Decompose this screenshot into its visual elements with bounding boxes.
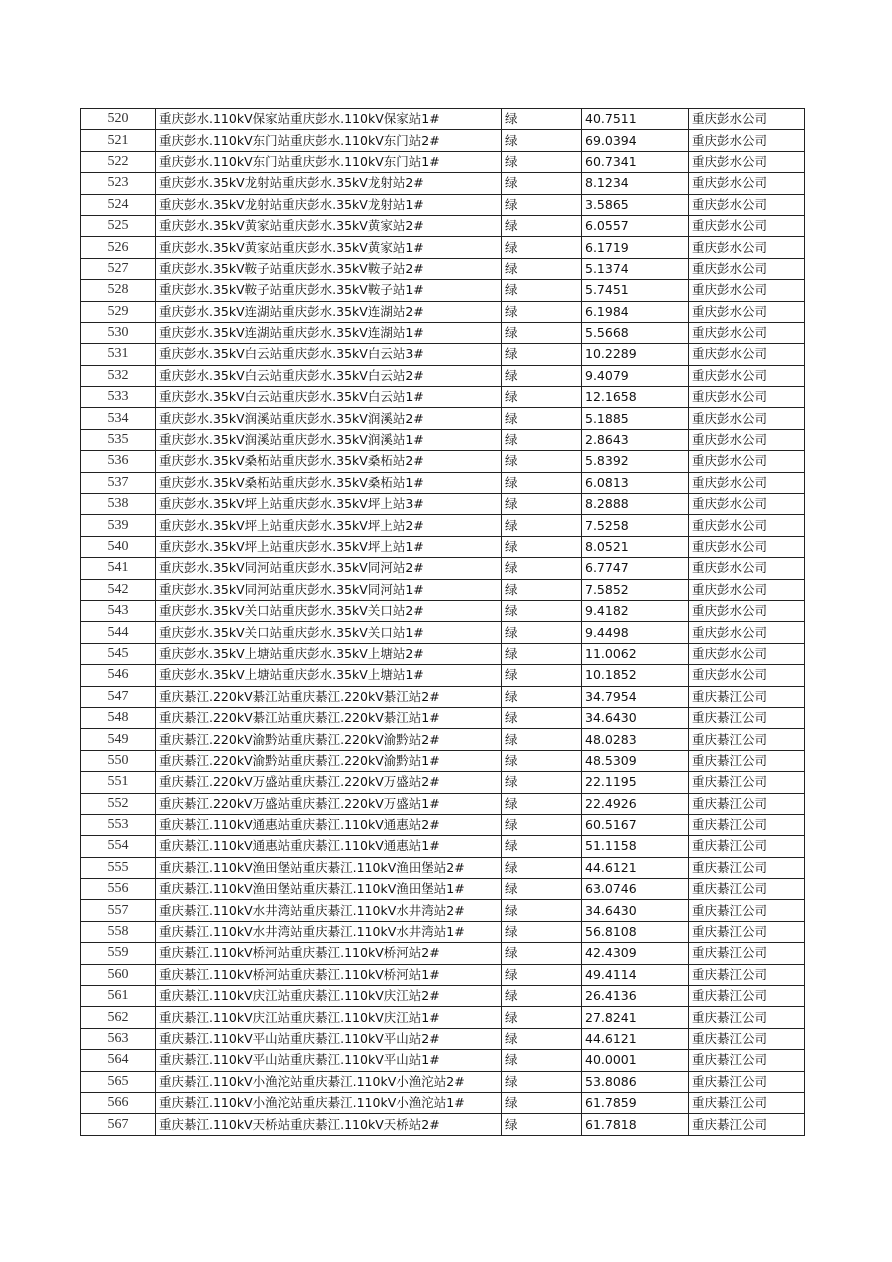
status-cell: 绿 [502, 921, 582, 942]
company-cell: 重庆綦江公司 [689, 943, 805, 964]
row-index-cell: 567 [81, 1114, 156, 1135]
value-cell: 7.5852 [582, 579, 689, 600]
station-name-cell: 重庆綦江.110kV通惠站重庆綦江.110kV通惠站1# [156, 836, 502, 857]
row-index-cell: 547 [81, 686, 156, 707]
value-cell: 48.5309 [582, 750, 689, 771]
row-index-cell: 536 [81, 451, 156, 472]
table-row [81, 836, 805, 857]
station-name-cell: 重庆彭水.35kV上塘站重庆彭水.35kV上塘站2# [156, 643, 502, 664]
station-name-cell: 重庆彭水.35kV坪上站重庆彭水.35kV坪上站2# [156, 515, 502, 536]
row-index-cell: 560 [81, 964, 156, 985]
row-index-cell: 552 [81, 793, 156, 814]
station-name-cell: 重庆綦江.110kV平山站重庆綦江.110kV平山站2# [156, 1028, 502, 1049]
table-row [81, 1050, 805, 1071]
row-index-cell: 551 [81, 772, 156, 793]
company-cell: 重庆綦江公司 [689, 836, 805, 857]
station-name-cell: 重庆彭水.35kV同河站重庆彭水.35kV同河站2# [156, 558, 502, 579]
table-row [81, 109, 805, 130]
status-cell: 绿 [502, 451, 582, 472]
status-cell: 绿 [502, 151, 582, 172]
table-row [81, 772, 805, 793]
value-cell: 27.8241 [582, 1007, 689, 1028]
station-name-cell: 重庆綦江.110kV庆江站重庆綦江.110kV庆江站2# [156, 986, 502, 1007]
value-cell: 7.5258 [582, 515, 689, 536]
status-cell: 绿 [502, 130, 582, 151]
value-cell: 5.8392 [582, 451, 689, 472]
table-row [81, 215, 805, 236]
status-cell: 绿 [502, 194, 582, 215]
station-name-cell: 重庆彭水.35kV桑柘站重庆彭水.35kV桑柘站1# [156, 472, 502, 493]
row-index-cell: 563 [81, 1028, 156, 1049]
table-row [81, 665, 805, 686]
row-index-cell: 540 [81, 536, 156, 557]
value-cell: 44.6121 [582, 1028, 689, 1049]
status-cell: 绿 [502, 707, 582, 728]
status-cell: 绿 [502, 750, 582, 771]
row-index-cell: 531 [81, 344, 156, 365]
status-cell: 绿 [502, 344, 582, 365]
station-name-cell: 重庆綦江.110kV平山站重庆綦江.110kV平山站1# [156, 1050, 502, 1071]
row-index-cell: 542 [81, 579, 156, 600]
value-cell: 9.4498 [582, 622, 689, 643]
row-index-cell: 534 [81, 408, 156, 429]
row-index-cell: 529 [81, 301, 156, 322]
row-index-cell: 528 [81, 280, 156, 301]
table-row [81, 750, 805, 771]
row-index-cell: 533 [81, 387, 156, 408]
value-cell: 5.1885 [582, 408, 689, 429]
value-cell: 10.1852 [582, 665, 689, 686]
table-row [81, 814, 805, 835]
value-cell: 6.1984 [582, 301, 689, 322]
station-name-cell: 重庆綦江.110kV水井湾站重庆綦江.110kV水井湾站2# [156, 900, 502, 921]
station-name-cell: 重庆彭水.110kV东门站重庆彭水.110kV东门站1# [156, 151, 502, 172]
status-cell: 绿 [502, 237, 582, 258]
station-name-cell: 重庆彭水.35kV连湖站重庆彭水.35kV连湖站2# [156, 301, 502, 322]
status-cell: 绿 [502, 173, 582, 194]
value-cell: 51.1158 [582, 836, 689, 857]
table-row [81, 322, 805, 343]
table-row [81, 707, 805, 728]
station-name-cell: 重庆綦江.220kV万盛站重庆綦江.220kV万盛站1# [156, 793, 502, 814]
station-name-cell: 重庆綦江.110kV庆江站重庆綦江.110kV庆江站1# [156, 1007, 502, 1028]
table-row [81, 921, 805, 942]
row-index-cell: 550 [81, 750, 156, 771]
row-index-cell: 556 [81, 879, 156, 900]
station-name-cell: 重庆彭水.35kV龙射站重庆彭水.35kV龙射站2# [156, 173, 502, 194]
table-row [81, 686, 805, 707]
company-cell: 重庆彭水公司 [689, 237, 805, 258]
row-index-cell: 558 [81, 921, 156, 942]
row-index-cell: 559 [81, 943, 156, 964]
table-row [81, 494, 805, 515]
status-cell: 绿 [502, 665, 582, 686]
row-index-cell: 541 [81, 558, 156, 579]
table-row [81, 579, 805, 600]
station-name-cell: 重庆彭水.35kV鞍子站重庆彭水.35kV鞍子站2# [156, 258, 502, 279]
value-cell: 22.1195 [582, 772, 689, 793]
row-index-cell: 565 [81, 1071, 156, 1092]
table-row [81, 536, 805, 557]
company-cell: 重庆綦江公司 [689, 793, 805, 814]
value-cell: 63.0746 [582, 879, 689, 900]
table-row [81, 1007, 805, 1028]
table-row [81, 793, 805, 814]
table-row [81, 365, 805, 386]
value-cell: 5.5668 [582, 322, 689, 343]
table-row [81, 408, 805, 429]
table-row [81, 879, 805, 900]
table-row [81, 986, 805, 1007]
value-cell: 22.4926 [582, 793, 689, 814]
company-cell: 重庆綦江公司 [689, 1007, 805, 1028]
company-cell: 重庆彭水公司 [689, 579, 805, 600]
value-cell: 5.7451 [582, 280, 689, 301]
value-cell: 69.0394 [582, 130, 689, 151]
value-cell: 60.5167 [582, 814, 689, 835]
row-index-cell: 527 [81, 258, 156, 279]
station-name-cell: 重庆綦江.110kV渔田堡站重庆綦江.110kV渔田堡站2# [156, 857, 502, 878]
status-cell: 绿 [502, 857, 582, 878]
status-cell: 绿 [502, 729, 582, 750]
table-row [81, 194, 805, 215]
company-cell: 重庆彭水公司 [689, 558, 805, 579]
station-name-cell: 重庆彭水.35kV关口站重庆彭水.35kV关口站2# [156, 600, 502, 621]
table-row [81, 451, 805, 472]
status-cell: 绿 [502, 429, 582, 450]
value-cell: 9.4182 [582, 600, 689, 621]
table-row [81, 130, 805, 151]
status-cell: 绿 [502, 322, 582, 343]
value-cell: 6.7747 [582, 558, 689, 579]
value-cell: 12.1658 [582, 387, 689, 408]
value-cell: 11.0062 [582, 643, 689, 664]
row-index-cell: 520 [81, 109, 156, 130]
table-row [81, 429, 805, 450]
status-cell: 绿 [502, 643, 582, 664]
station-name-cell: 重庆綦江.220kV綦江站重庆綦江.220kV綦江站2# [156, 686, 502, 707]
value-cell: 60.7341 [582, 151, 689, 172]
status-cell: 绿 [502, 836, 582, 857]
company-cell: 重庆彭水公司 [689, 515, 805, 536]
company-cell: 重庆彭水公司 [689, 451, 805, 472]
table-row [81, 1114, 805, 1135]
company-cell: 重庆彭水公司 [689, 643, 805, 664]
station-name-cell: 重庆彭水.35kV白云站重庆彭水.35kV白云站1# [156, 387, 502, 408]
row-index-cell: 557 [81, 900, 156, 921]
row-index-cell: 553 [81, 814, 156, 835]
company-cell: 重庆綦江公司 [689, 772, 805, 793]
station-name-cell: 重庆綦江.220kV綦江站重庆綦江.220kV綦江站1# [156, 707, 502, 728]
station-name-cell: 重庆彭水.110kV东门站重庆彭水.110kV东门站2# [156, 130, 502, 151]
station-name-cell: 重庆綦江.220kV万盛站重庆綦江.220kV万盛站2# [156, 772, 502, 793]
station-name-cell: 重庆彭水.35kV关口站重庆彭水.35kV关口站1# [156, 622, 502, 643]
value-cell: 6.0813 [582, 472, 689, 493]
status-cell: 绿 [502, 1028, 582, 1049]
station-name-cell: 重庆綦江.110kV小渔沱站重庆綦江.110kV小渔沱站2# [156, 1071, 502, 1092]
table-row [81, 151, 805, 172]
station-name-cell: 重庆綦江.110kV桥河站重庆綦江.110kV桥河站2# [156, 943, 502, 964]
value-cell: 9.4079 [582, 365, 689, 386]
station-name-cell: 重庆綦江.220kV渝黔站重庆綦江.220kV渝黔站1# [156, 750, 502, 771]
status-cell: 绿 [502, 494, 582, 515]
value-cell: 26.4136 [582, 986, 689, 1007]
data-table [80, 108, 805, 1136]
company-cell: 重庆彭水公司 [689, 301, 805, 322]
status-cell: 绿 [502, 686, 582, 707]
row-index-cell: 564 [81, 1050, 156, 1071]
station-name-cell: 重庆彭水.35kV润溪站重庆彭水.35kV润溪站1# [156, 429, 502, 450]
company-cell: 重庆綦江公司 [689, 1028, 805, 1049]
table-row [81, 900, 805, 921]
table-row [81, 237, 805, 258]
company-cell: 重庆彭水公司 [689, 365, 805, 386]
company-cell: 重庆綦江公司 [689, 1092, 805, 1113]
station-name-cell: 重庆綦江.110kV水井湾站重庆綦江.110kV水井湾站1# [156, 921, 502, 942]
company-cell: 重庆綦江公司 [689, 964, 805, 985]
table-row [81, 1028, 805, 1049]
row-index-cell: 535 [81, 429, 156, 450]
status-cell: 绿 [502, 1007, 582, 1028]
value-cell: 6.0557 [582, 215, 689, 236]
status-cell: 绿 [502, 109, 582, 130]
status-cell: 绿 [502, 1114, 582, 1135]
company-cell: 重庆綦江公司 [689, 729, 805, 750]
value-cell: 40.0001 [582, 1050, 689, 1071]
status-cell: 绿 [502, 793, 582, 814]
station-name-cell: 重庆彭水.35kV黄家站重庆彭水.35kV黄家站1# [156, 237, 502, 258]
status-cell: 绿 [502, 515, 582, 536]
company-cell: 重庆彭水公司 [689, 109, 805, 130]
status-cell: 绿 [502, 408, 582, 429]
company-cell: 重庆彭水公司 [689, 472, 805, 493]
company-cell: 重庆彭水公司 [689, 429, 805, 450]
station-name-cell: 重庆綦江.110kV小渔沱站重庆綦江.110kV小渔沱站1# [156, 1092, 502, 1113]
row-index-cell: 539 [81, 515, 156, 536]
station-name-cell: 重庆彭水.35kV上塘站重庆彭水.35kV上塘站1# [156, 665, 502, 686]
status-cell: 绿 [502, 1050, 582, 1071]
row-index-cell: 523 [81, 173, 156, 194]
company-cell: 重庆彭水公司 [689, 151, 805, 172]
row-index-cell: 524 [81, 194, 156, 215]
table-row [81, 943, 805, 964]
row-index-cell: 532 [81, 365, 156, 386]
status-cell: 绿 [502, 365, 582, 386]
row-index-cell: 561 [81, 986, 156, 1007]
table-row [81, 1092, 805, 1113]
table-row [81, 1071, 805, 1092]
company-cell: 重庆綦江公司 [689, 814, 805, 835]
row-index-cell: 537 [81, 472, 156, 493]
table-row [81, 344, 805, 365]
value-cell: 2.8643 [582, 429, 689, 450]
row-index-cell: 555 [81, 857, 156, 878]
value-cell: 49.4114 [582, 964, 689, 985]
table-row [81, 173, 805, 194]
station-name-cell: 重庆彭水.35kV鞍子站重庆彭水.35kV鞍子站1# [156, 280, 502, 301]
status-cell: 绿 [502, 943, 582, 964]
company-cell: 重庆綦江公司 [689, 1050, 805, 1071]
status-cell: 绿 [502, 1071, 582, 1092]
value-cell: 8.0521 [582, 536, 689, 557]
station-name-cell: 重庆綦江.110kV桥河站重庆綦江.110kV桥河站1# [156, 964, 502, 985]
status-cell: 绿 [502, 600, 582, 621]
value-cell: 34.6430 [582, 900, 689, 921]
station-name-cell: 重庆彭水.110kV保家站重庆彭水.110kV保家站1# [156, 109, 502, 130]
table-row [81, 515, 805, 536]
table-row [81, 472, 805, 493]
value-cell: 3.5865 [582, 194, 689, 215]
station-name-cell: 重庆彭水.35kV黄家站重庆彭水.35kV黄家站2# [156, 215, 502, 236]
company-cell: 重庆彭水公司 [689, 387, 805, 408]
row-index-cell: 544 [81, 622, 156, 643]
table-row [81, 387, 805, 408]
row-index-cell: 526 [81, 237, 156, 258]
company-cell: 重庆綦江公司 [689, 879, 805, 900]
status-cell: 绿 [502, 879, 582, 900]
station-name-cell: 重庆綦江.220kV渝黔站重庆綦江.220kV渝黔站2# [156, 729, 502, 750]
table-row [81, 622, 805, 643]
status-cell: 绿 [502, 472, 582, 493]
company-cell: 重庆綦江公司 [689, 686, 805, 707]
row-index-cell: 538 [81, 494, 156, 515]
row-index-cell: 549 [81, 729, 156, 750]
company-cell: 重庆彭水公司 [689, 600, 805, 621]
value-cell: 8.2888 [582, 494, 689, 515]
company-cell: 重庆彭水公司 [689, 215, 805, 236]
status-cell: 绿 [502, 536, 582, 557]
company-cell: 重庆綦江公司 [689, 1114, 805, 1135]
company-cell: 重庆彭水公司 [689, 322, 805, 343]
value-cell: 61.7818 [582, 1114, 689, 1135]
row-index-cell: 562 [81, 1007, 156, 1028]
table-row [81, 301, 805, 322]
row-index-cell: 554 [81, 836, 156, 857]
company-cell: 重庆彭水公司 [689, 194, 805, 215]
station-name-cell: 重庆綦江.110kV通惠站重庆綦江.110kV通惠站2# [156, 814, 502, 835]
row-index-cell: 530 [81, 322, 156, 343]
table-row [81, 857, 805, 878]
row-index-cell: 522 [81, 151, 156, 172]
company-cell: 重庆綦江公司 [689, 900, 805, 921]
station-name-cell: 重庆彭水.35kV龙射站重庆彭水.35kV龙射站1# [156, 194, 502, 215]
row-index-cell: 543 [81, 600, 156, 621]
status-cell: 绿 [502, 772, 582, 793]
company-cell: 重庆彭水公司 [689, 665, 805, 686]
value-cell: 5.1374 [582, 258, 689, 279]
company-cell: 重庆彭水公司 [689, 494, 805, 515]
table-row [81, 643, 805, 664]
station-name-cell: 重庆彭水.35kV连湖站重庆彭水.35kV连湖站1# [156, 322, 502, 343]
status-cell: 绿 [502, 1092, 582, 1113]
value-cell: 48.0283 [582, 729, 689, 750]
status-cell: 绿 [502, 280, 582, 301]
company-cell: 重庆彭水公司 [689, 173, 805, 194]
company-cell: 重庆綦江公司 [689, 750, 805, 771]
table-row [81, 729, 805, 750]
table-row [81, 258, 805, 279]
status-cell: 绿 [502, 986, 582, 1007]
status-cell: 绿 [502, 814, 582, 835]
company-cell: 重庆綦江公司 [689, 1071, 805, 1092]
value-cell: 40.7511 [582, 109, 689, 130]
status-cell: 绿 [502, 258, 582, 279]
station-name-cell: 重庆彭水.35kV同河站重庆彭水.35kV同河站1# [156, 579, 502, 600]
station-name-cell: 重庆彭水.35kV白云站重庆彭水.35kV白云站2# [156, 365, 502, 386]
station-name-cell: 重庆綦江.110kV天桥站重庆綦江.110kV天桥站2# [156, 1114, 502, 1135]
row-index-cell: 548 [81, 707, 156, 728]
value-cell: 53.8086 [582, 1071, 689, 1092]
company-cell: 重庆彭水公司 [689, 622, 805, 643]
company-cell: 重庆彭水公司 [689, 536, 805, 557]
value-cell: 61.7859 [582, 1092, 689, 1113]
company-cell: 重庆綦江公司 [689, 921, 805, 942]
status-cell: 绿 [502, 215, 582, 236]
company-cell: 重庆彭水公司 [689, 344, 805, 365]
company-cell: 重庆綦江公司 [689, 986, 805, 1007]
status-cell: 绿 [502, 622, 582, 643]
status-cell: 绿 [502, 301, 582, 322]
company-cell: 重庆綦江公司 [689, 857, 805, 878]
station-name-cell: 重庆彭水.35kV坪上站重庆彭水.35kV坪上站3# [156, 494, 502, 515]
station-name-cell: 重庆彭水.35kV桑柘站重庆彭水.35kV桑柘站2# [156, 451, 502, 472]
table-row [81, 558, 805, 579]
company-cell: 重庆彭水公司 [689, 280, 805, 301]
status-cell: 绿 [502, 579, 582, 600]
station-name-cell: 重庆彭水.35kV润溪站重庆彭水.35kV润溪站2# [156, 408, 502, 429]
value-cell: 6.1719 [582, 237, 689, 258]
status-cell: 绿 [502, 558, 582, 579]
table-row [81, 280, 805, 301]
row-index-cell: 521 [81, 130, 156, 151]
company-cell: 重庆彭水公司 [689, 258, 805, 279]
station-name-cell: 重庆彭水.35kV白云站重庆彭水.35kV白云站3# [156, 344, 502, 365]
value-cell: 8.1234 [582, 173, 689, 194]
value-cell: 34.7954 [582, 686, 689, 707]
value-cell: 42.4309 [582, 943, 689, 964]
row-index-cell: 545 [81, 643, 156, 664]
table-row [81, 964, 805, 985]
value-cell: 56.8108 [582, 921, 689, 942]
row-index-cell: 525 [81, 215, 156, 236]
row-index-cell: 566 [81, 1092, 156, 1113]
company-cell: 重庆彭水公司 [689, 130, 805, 151]
station-name-cell: 重庆彭水.35kV坪上站重庆彭水.35kV坪上站1# [156, 536, 502, 557]
table-body [81, 109, 805, 1136]
company-cell: 重庆綦江公司 [689, 707, 805, 728]
value-cell: 44.6121 [582, 857, 689, 878]
table-row [81, 600, 805, 621]
row-index-cell: 546 [81, 665, 156, 686]
status-cell: 绿 [502, 387, 582, 408]
status-cell: 绿 [502, 964, 582, 985]
value-cell: 10.2289 [582, 344, 689, 365]
company-cell: 重庆彭水公司 [689, 408, 805, 429]
station-name-cell: 重庆綦江.110kV渔田堡站重庆綦江.110kV渔田堡站1# [156, 879, 502, 900]
status-cell: 绿 [502, 900, 582, 921]
value-cell: 34.6430 [582, 707, 689, 728]
